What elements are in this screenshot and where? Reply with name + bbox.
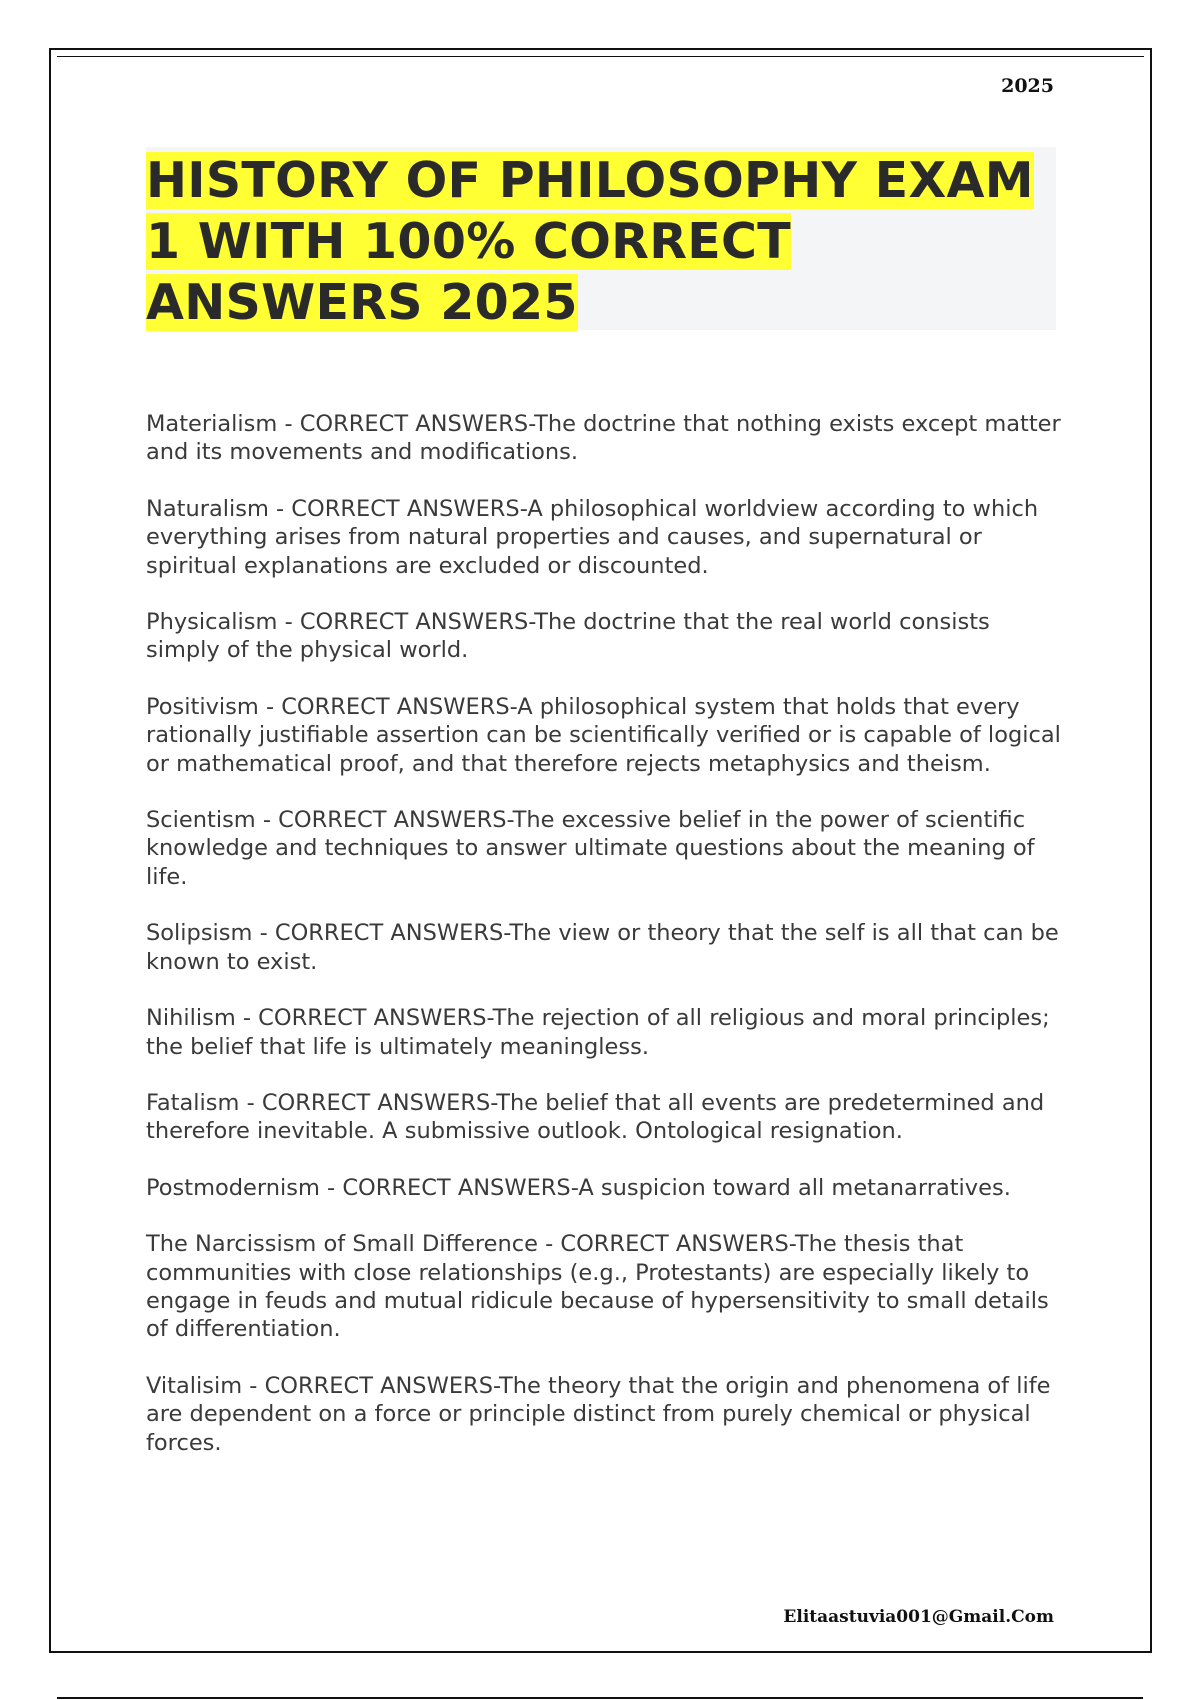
- list-item: Materialism - CORRECT ANSWERS-The doctrine that nothing exists except matter and its movements and modifications.: [146, 411, 1061, 466]
- header-year: 2025: [1001, 75, 1054, 97]
- page-frame: [49, 48, 1152, 1653]
- list-item: Physicalism - CORRECT ANSWERS-The doctrine that the real world consists simply of the physical world.: [146, 609, 990, 664]
- title-block: [146, 147, 1056, 330]
- entries-list: [146, 410, 1066, 1485]
- list-item: Scientism - CORRECT ANSWERS-The excessive belief in the power of scientific knowledge and techniques to answer ultimate questions about the meaning of life.: [146, 807, 1035, 890]
- footer-email: Elitaastuvia001@Gmail.Com: [783, 1607, 1054, 1627]
- list-item: Vitalisim - CORRECT ANSWERS-The theory that the origin and phenomena of life are dependent on a force or principle distinct from purely chemical or physical forces.: [146, 1372, 1051, 1456]
- document-title: [146, 147, 1056, 333]
- list-item: Solipsism - CORRECT ANSWERS-The view or theory that the self is all that can be known to exist.: [146, 920, 1059, 975]
- list-item: Naturalism - CORRECT ANSWERS-A philosophical worldview according to which everything arises from natural properties and causes, and supernatural or spiritual explanations are excluded or discounted.: [146, 495, 1039, 579]
- list-item: The Narcissism of Small Difference - CORRECT ANSWERS-The thesis that communities with close relationships (e.g., Protestants) are especially likely to engage in feuds and mutual ridicule because of hypersensitivity to small details of differentiation.: [146, 1231, 1049, 1343]
- list-item: Nihilism - CORRECT ANSWERS-The rejection of all religious and moral principles; the belief that life is ultimately meaningless.: [146, 1005, 1050, 1060]
- bottom-rule: [57, 1697, 1143, 1699]
- list-item: Positivism - CORRECT ANSWERS-A philosophical system that holds that every rationally justifiable assertion can be scientifically verified or is capable of logical or mathematical proof, and that therefore rejects metaphysics and theism.: [146, 693, 1061, 777]
- title-highlight: HISTORY OF PHILOSOPHY EXAM 1 WITH 100% CORRECT ANSWERS 2025: [146, 152, 1034, 331]
- list-item: Postmodernism - CORRECT ANSWERS-A suspicion toward all metanarratives.: [146, 1174, 1011, 1201]
- list-item: Fatalism - CORRECT ANSWERS-The belief that all events are predetermined and therefore inevitable. A submissive outlook. Ontological resignation.: [146, 1089, 1045, 1145]
